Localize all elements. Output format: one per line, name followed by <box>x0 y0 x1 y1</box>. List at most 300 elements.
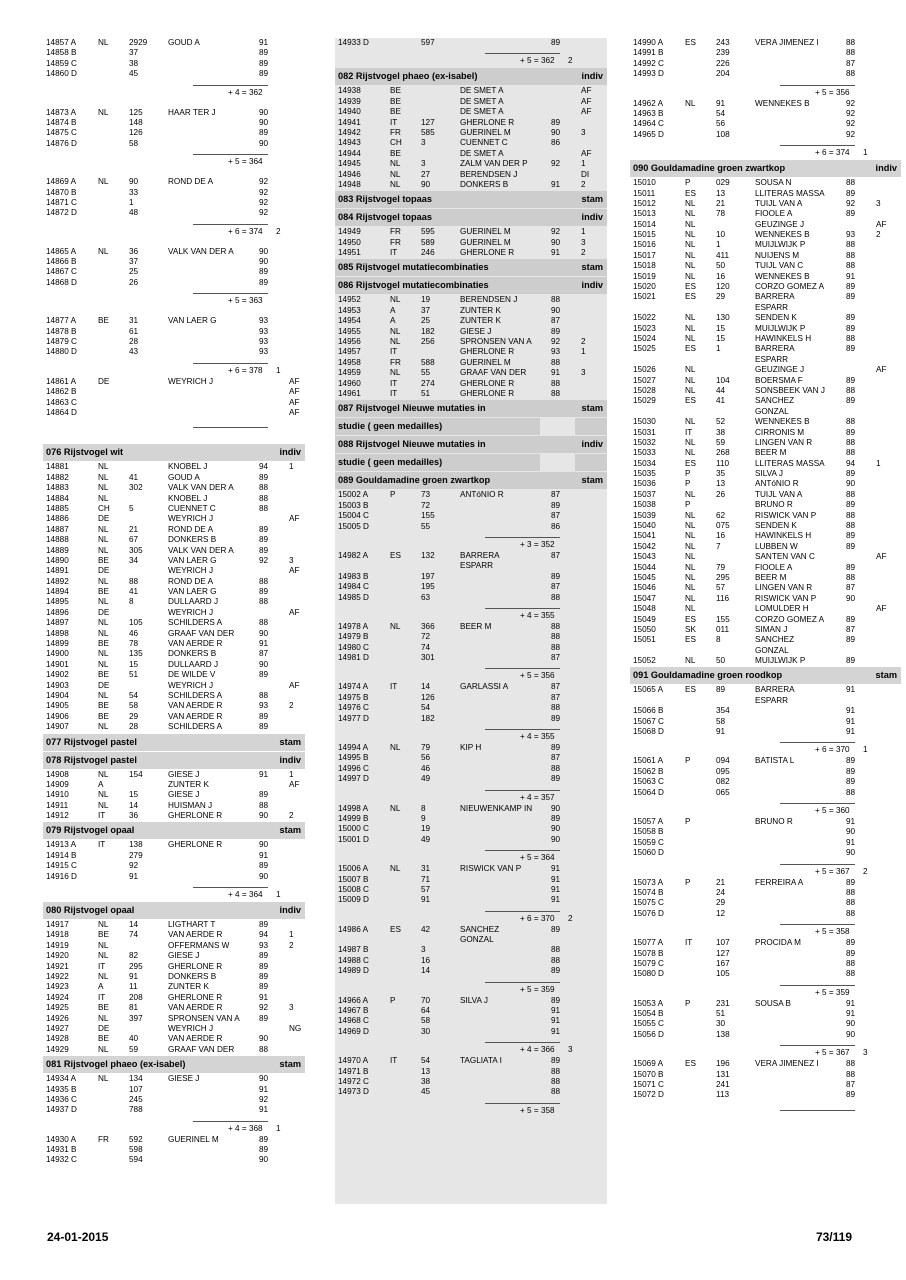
result-row <box>335 511 607 521</box>
result-row <box>335 97 607 107</box>
result-row <box>630 220 901 230</box>
class-header <box>43 822 305 839</box>
result-row <box>630 1080 901 1090</box>
class-name: 076 Rijstvogel wit <box>46 447 124 458</box>
ring-number: 15075 C <box>633 898 664 908</box>
exhibitor-name: ESPARR <box>755 302 789 312</box>
exhibitor-name: GHERLONE R <box>168 811 223 821</box>
cage-number: 73 <box>421 490 431 500</box>
ring-number: 14983 B <box>338 571 369 581</box>
result-row <box>43 701 305 711</box>
score: 89 <box>259 972 269 981</box>
ring-number: 15059 C <box>633 837 664 847</box>
result-row <box>630 500 901 510</box>
exhibitor-name: BARRERA <box>755 292 795 302</box>
ring-number: 14981 D <box>338 653 369 663</box>
score: 89 <box>259 277 269 287</box>
cage-number: 155 <box>421 511 435 521</box>
cage-number: 113 <box>716 1090 730 1100</box>
ring-number: 14925 <box>46 1003 69 1013</box>
total-score: + 5 = 364 <box>520 853 555 863</box>
score: 89 <box>846 344 856 354</box>
ring-number: 15061 A <box>633 756 664 766</box>
score: 88 <box>259 690 269 700</box>
country: NL <box>98 1013 109 1023</box>
ring-number: 14859 C <box>46 58 77 68</box>
total-score: + 3 = 352 <box>520 539 555 549</box>
country: BE <box>390 148 401 158</box>
country: ES <box>685 635 696 645</box>
exhibitor-name: GEUZINGE J <box>755 219 805 229</box>
result-row <box>43 257 305 267</box>
score: 88 <box>846 887 856 897</box>
class-type: indiv <box>581 280 603 291</box>
exhibitor-name: TAGLIATA I <box>460 1056 502 1066</box>
cage-number: 41 <box>129 587 139 597</box>
total-divider <box>193 363 268 364</box>
score: 89 <box>551 813 561 823</box>
result-row <box>43 780 305 790</box>
cage-number: 56 <box>716 119 726 129</box>
total-divider <box>485 537 560 538</box>
exhibitor-name: FIOOLE A <box>755 562 793 572</box>
exhibitor-name: LINGEN VAN R <box>755 437 813 447</box>
prize: 2 <box>581 179 586 189</box>
score: 91 <box>846 727 856 737</box>
score: 88 <box>259 503 269 513</box>
ring-number: 14959 <box>338 368 361 378</box>
cage-number: 245 <box>129 1094 143 1104</box>
country: A <box>390 305 396 315</box>
score: 86 <box>551 521 561 531</box>
country: NL <box>98 1074 109 1084</box>
result-row <box>335 238 607 248</box>
country: NL <box>98 628 109 638</box>
ring-number: 14915 C <box>46 861 77 871</box>
country: P <box>685 817 691 826</box>
ring-number: 15050 <box>633 624 656 634</box>
result-row <box>630 521 901 531</box>
country: NL <box>390 179 401 189</box>
cage-number: 33 <box>129 187 139 197</box>
country: NL <box>685 209 696 219</box>
exhibitor-name: SILVA J <box>755 469 783 479</box>
score: 93 <box>259 326 269 336</box>
prize: AF <box>289 387 300 397</box>
exhibitor-name: GHERLONE R <box>460 248 515 258</box>
exhibitor-name: GONZAL <box>460 935 494 945</box>
cage-number: 5 <box>129 503 134 513</box>
exhibitor-name: SOUSA N <box>755 178 792 188</box>
ring-number: 14892 <box>46 576 69 586</box>
ring-number: 14942 <box>338 127 361 137</box>
ring-number: 14976 C <box>338 703 369 713</box>
score: 87 <box>846 624 856 634</box>
ring-number: 14978 A <box>338 621 369 631</box>
prize: 1 <box>289 769 294 779</box>
exhibitor-name: LIGTHART T <box>168 920 216 930</box>
ring-number: 15028 <box>633 385 656 395</box>
cage-number: 595 <box>421 227 435 237</box>
ring-number: 14939 <box>338 96 361 106</box>
exhibitor-name: BRUNO R <box>755 817 793 826</box>
cage-number: 8 <box>421 803 426 813</box>
country: BE <box>390 96 401 106</box>
result-row <box>335 1016 607 1026</box>
prize: AF <box>581 96 592 106</box>
country: ES <box>685 614 696 624</box>
cage-number: 74 <box>129 930 139 940</box>
country: ES <box>685 1059 696 1069</box>
score: 88 <box>259 800 269 810</box>
cage-number: 9 <box>421 813 426 823</box>
ring-number: 14935 B <box>46 1084 77 1094</box>
cage-number: 49 <box>421 774 431 784</box>
exhibitor-name: LINGEN VAN R <box>755 583 813 593</box>
cage-number: 25 <box>129 267 139 277</box>
result-row <box>43 1045 305 1055</box>
ring-number: 14966 A <box>338 995 369 1005</box>
result-row <box>630 511 901 521</box>
ring-number: 14991 B <box>633 48 664 58</box>
country: IT <box>390 1056 398 1066</box>
class-header <box>335 472 607 489</box>
ring-number: 14929 <box>46 1044 69 1054</box>
country: NL <box>98 790 109 800</box>
cage-number: 19 <box>421 824 431 834</box>
cage-number: 1 <box>716 344 721 354</box>
score: 89 <box>846 656 856 666</box>
country: A <box>98 982 104 992</box>
score: 89 <box>259 920 269 930</box>
cage-number: 31 <box>421 864 431 874</box>
country: NL <box>98 107 109 117</box>
result-row <box>630 448 901 458</box>
cage-number: 51 <box>129 670 139 680</box>
result-row <box>43 872 305 882</box>
score: 91 <box>846 706 856 716</box>
team-total <box>630 919 901 938</box>
result-row <box>630 563 901 573</box>
ring-number: 15014 <box>633 219 656 229</box>
score: 91 <box>551 179 561 189</box>
ring-number: 14908 <box>46 769 69 779</box>
result-row <box>335 996 607 1006</box>
cage-number: 25 <box>421 316 431 326</box>
score: 89 <box>846 635 856 645</box>
result-row <box>630 1059 901 1069</box>
result-row <box>43 267 305 277</box>
cage-number: 14 <box>421 966 431 976</box>
ring-number: 14857 A <box>46 38 77 47</box>
ring-number: 15046 <box>633 583 656 593</box>
score: 88 <box>259 576 269 586</box>
cage-number: 42 <box>421 924 431 934</box>
cage-number: 36 <box>129 246 139 256</box>
cage-number: 7 <box>716 541 721 551</box>
ring-number: 14890 <box>46 555 69 565</box>
ring-number: 14882 <box>46 472 69 482</box>
ring-number: 15001 D <box>338 834 369 844</box>
cage-number: 107 <box>129 1084 143 1094</box>
exhibitor-name: BARRERA <box>755 344 795 354</box>
result-row <box>43 566 305 576</box>
total-score: + 5 = 359 <box>815 987 850 997</box>
ring-number: 15064 D <box>633 787 664 797</box>
ring-number: 14960 <box>338 378 361 388</box>
score: 93 <box>259 347 269 357</box>
score: 90 <box>259 1034 269 1044</box>
score: 90 <box>259 117 269 127</box>
ring-number: 14884 <box>46 493 69 503</box>
ring-number: 14865 A <box>46 246 77 256</box>
score: 89 <box>259 861 269 871</box>
score: 86 <box>551 138 561 148</box>
ring-number: 14998 A <box>338 803 369 813</box>
country: NL <box>685 531 696 541</box>
exhibitor-name: SANCHEZ <box>755 396 795 406</box>
cage-number: 108 <box>716 129 730 139</box>
class-type: indiv <box>279 447 301 458</box>
team-total <box>335 1098 607 1117</box>
cage-number: 589 <box>421 237 435 247</box>
ring-number: 15079 C <box>633 958 664 968</box>
country: NL <box>685 489 696 499</box>
class-name: 087 Rijstvogel Nieuwe mutaties in <box>338 403 486 414</box>
country: NL <box>390 743 401 753</box>
result-row <box>630 999 901 1009</box>
total-prize: 1 <box>863 745 868 755</box>
score: 91 <box>259 1105 269 1115</box>
country: NL <box>98 618 109 628</box>
exhibitor-name: DONKERS B <box>168 535 217 545</box>
exhibitor-name: ANTóNIO R <box>755 479 799 489</box>
exhibitor-name: FERREIRA A <box>755 877 804 887</box>
prize: 2 <box>581 248 586 258</box>
class-header <box>335 454 607 471</box>
ring-number: 14880 D <box>46 347 77 357</box>
ring-number: 14909 <box>46 779 69 789</box>
score: 89 <box>846 938 856 948</box>
score: 88 <box>551 1077 561 1086</box>
result-row <box>630 303 901 313</box>
country: BE <box>98 1003 109 1013</box>
country: BE <box>98 930 109 940</box>
cage-number: 246 <box>421 248 435 258</box>
result-row <box>630 1030 901 1040</box>
total-divider <box>193 85 268 86</box>
score: 88 <box>846 437 856 447</box>
cage-number: 44 <box>716 385 726 395</box>
cage-number: 2929 <box>129 38 148 47</box>
score: 91 <box>551 895 561 905</box>
cage-number: 397 <box>129 1013 143 1023</box>
cage-number: 15 <box>129 790 139 800</box>
result-row <box>335 1056 607 1066</box>
exhibitor-name: VAN AERDE R <box>168 1034 223 1044</box>
cage-number: 10 <box>716 230 726 240</box>
exhibitor-name: MUIJLWIJK P <box>755 656 806 666</box>
exhibitor-name: CUENNET C <box>460 138 508 148</box>
score: 88 <box>846 787 856 797</box>
result-row <box>630 240 901 250</box>
cage-number: 13 <box>421 1066 431 1076</box>
result-row <box>630 696 901 706</box>
country: ES <box>685 396 696 406</box>
exhibitor-name: RISWICK VAN P <box>755 510 817 520</box>
ring-number: 14861 A <box>46 376 77 386</box>
prize: AF <box>876 365 887 375</box>
result-row <box>630 949 901 959</box>
prize: AF <box>581 148 592 158</box>
prize: 3 <box>581 237 586 247</box>
ring-number: 15055 C <box>633 1019 664 1029</box>
result-row <box>43 48 305 58</box>
class-type: stam <box>581 475 603 486</box>
country: NL <box>685 240 696 250</box>
cage-number: 155 <box>716 614 730 624</box>
score: 92 <box>259 197 269 207</box>
result-row <box>335 682 607 692</box>
ring-number: 14956 <box>338 337 361 347</box>
cage-number: 88 <box>129 576 139 586</box>
score: 89 <box>259 535 269 545</box>
result-row <box>630 625 901 635</box>
country: NL <box>98 535 109 545</box>
spacer <box>43 434 305 443</box>
country: BE <box>98 670 109 680</box>
cage-number: 91 <box>716 98 726 108</box>
cage-number: 126 <box>129 128 143 138</box>
exhibitor-name: GRAAF VAN DER <box>168 1044 235 1054</box>
score: 88 <box>551 955 561 965</box>
ring-number: 15031 <box>633 427 656 437</box>
result-row <box>335 582 607 592</box>
ring-number: 15040 <box>633 521 656 531</box>
country: NL <box>685 250 696 260</box>
exhibitor-name: VAN LAER G <box>168 555 217 565</box>
ring-number: 15051 <box>633 635 656 645</box>
cage-number: 15 <box>716 333 726 343</box>
ring-number: 15030 <box>633 417 656 427</box>
ring-number: 14879 C <box>46 337 77 347</box>
score: 88 <box>846 898 856 908</box>
score: 90 <box>551 824 561 834</box>
class-header <box>335 400 607 417</box>
cage-number: 67 <box>129 535 139 545</box>
score: 88 <box>551 378 561 388</box>
result-row <box>630 59 901 69</box>
exhibitor-name: SANTEN VAN C <box>755 552 815 562</box>
score: 89 <box>259 711 269 721</box>
country: NL <box>98 690 109 700</box>
prize: AF <box>289 566 300 576</box>
total-divider <box>780 1045 855 1046</box>
score: 89 <box>259 722 269 732</box>
class-type: indiv <box>875 163 897 174</box>
exhibitor-name: FIOOLE A <box>755 209 793 219</box>
score: 88 <box>846 958 856 968</box>
result-row <box>630 334 901 344</box>
result-row <box>630 717 901 727</box>
score: 91 <box>259 38 269 47</box>
score: 89 <box>846 282 856 292</box>
total-prize: 1 <box>276 365 281 375</box>
ring-number: 14883 <box>46 483 69 493</box>
ring-number: 15027 <box>633 375 656 385</box>
ring-number: 14891 <box>46 566 69 576</box>
result-row <box>630 898 901 908</box>
team-total <box>43 882 305 901</box>
prize: 3 <box>581 368 586 378</box>
result-row <box>43 38 305 48</box>
prize: 2 <box>581 337 586 347</box>
score: 89 <box>551 713 561 723</box>
class-header <box>335 209 607 226</box>
ring-number: 15020 <box>633 282 656 292</box>
score: 91 <box>846 716 856 726</box>
cage-number: 268 <box>716 448 730 458</box>
score: 89 <box>846 427 856 437</box>
result-row <box>335 327 607 337</box>
result-row <box>43 618 305 628</box>
ring-number: 14864 D <box>46 407 77 417</box>
score: 92 <box>551 159 561 169</box>
cage-number: 82 <box>129 951 139 961</box>
exhibitor-name: GONZAL <box>755 645 789 655</box>
cage-number: 239 <box>716 48 730 58</box>
score: 89 <box>259 48 269 58</box>
ring-number: 14970 A <box>338 1056 369 1066</box>
ring-number: 14955 <box>338 326 361 336</box>
class-name: studie ( geen medailles) <box>338 457 443 468</box>
team-total <box>335 532 607 551</box>
total-divider <box>780 985 855 986</box>
country: NL <box>685 437 696 447</box>
ring-number: 15002 A <box>338 490 369 500</box>
total-divider <box>193 1121 268 1122</box>
country: P <box>390 490 396 500</box>
score: 91 <box>259 639 269 649</box>
exhibitor-name: WEYRICH J <box>168 566 214 576</box>
cage-number: 107 <box>716 938 730 948</box>
exhibitor-name: DE SMET A <box>460 148 504 158</box>
result-row <box>43 278 305 288</box>
ring-number: 14903 <box>46 680 69 690</box>
country: NL <box>98 38 109 47</box>
result-row <box>630 69 901 79</box>
ring-number: 14952 <box>338 295 361 305</box>
score: 89 <box>259 670 269 680</box>
prize: 2 <box>289 701 294 711</box>
result-row <box>630 542 901 552</box>
result-row <box>43 1024 305 1034</box>
cage-number: 231 <box>716 998 730 1008</box>
ring-number: 14894 <box>46 587 69 597</box>
result-row <box>43 840 305 850</box>
exhibitor-name: GONZAL <box>755 406 789 416</box>
class-type: stam <box>279 825 301 836</box>
score: 90 <box>259 257 269 267</box>
ring-number: 14873 A <box>46 107 77 117</box>
team-total <box>43 288 305 307</box>
class-name: 078 Rijstvogel pastel <box>46 754 137 765</box>
exhibitor-name: DE SMET A <box>460 107 504 117</box>
ring-number: 14946 <box>338 169 361 179</box>
ring-number: 14918 <box>46 930 69 940</box>
total-score: + 6 = 374 <box>815 148 850 158</box>
team-total <box>630 859 901 878</box>
